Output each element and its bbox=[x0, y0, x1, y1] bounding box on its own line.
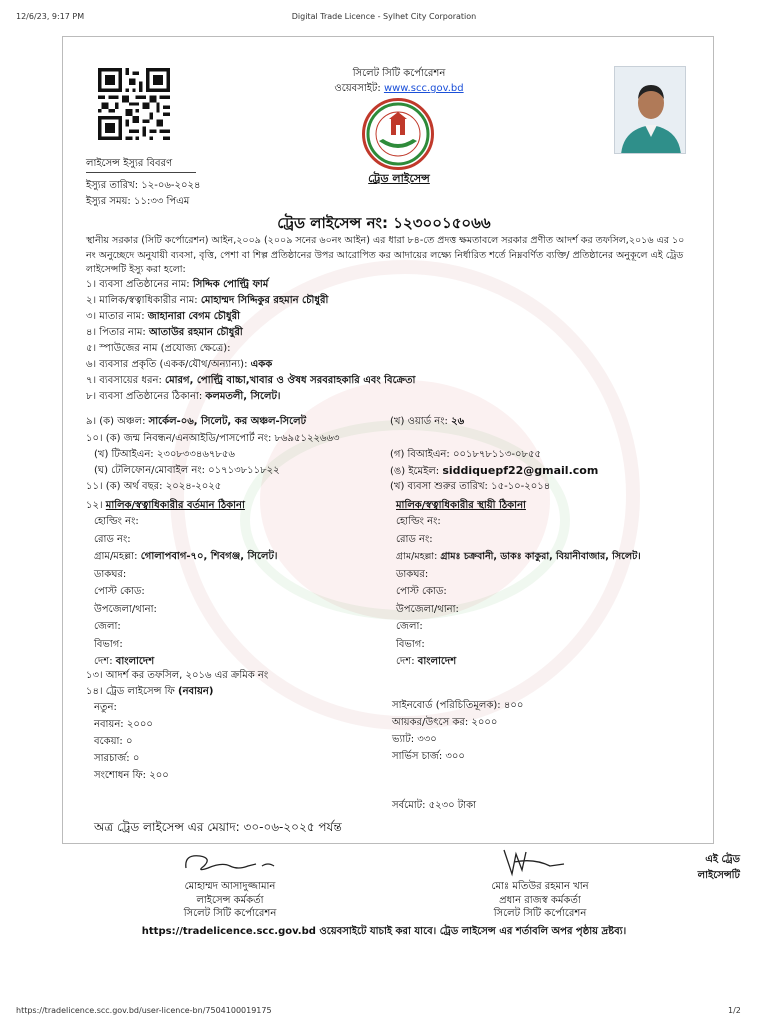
fee-row: সংশোধন ফি: ২০০ bbox=[94, 770, 169, 781]
verification-note: https://tradelicence.scc.gov.bd ওয়েবসাইটে যাচাই করা যাবে। ট্রেড লাইসেন্স এর শর্তাবলি অপর পৃষ্ঠায় দ্রষ্টব্য। bbox=[141, 926, 627, 937]
signature-revenue-officer bbox=[494, 844, 574, 880]
tin-number: (খ) টিআইএন: ২৩০৮৩৩৪৬৭৮৫৬ bbox=[94, 449, 235, 460]
address-row: হোল্ডিং নং: bbox=[94, 516, 139, 527]
address-row: বিভাগ: bbox=[396, 638, 425, 650]
address-row: রোড নং: bbox=[396, 533, 433, 545]
address-row: দেশ: বাংলাদেশ bbox=[94, 656, 155, 667]
issue-time: ইস্যুর সময়: ১১:৩৩ পিএম bbox=[86, 196, 190, 207]
website-link[interactable]: www.scc.gov.bd bbox=[383, 83, 464, 94]
email: (ঙ) ইমেইল: siddiquepf22@gmail.com bbox=[390, 464, 599, 477]
address-row: ডাকঘর: bbox=[94, 568, 127, 580]
license-validity: অত্র ট্রেড লাইসেন্স এর মেয়াদ: ৩০-০৬-২০২৫ পর্যন্ত bbox=[94, 820, 342, 834]
ward: (খ) ওয়ার্ড নং: ২৬ bbox=[390, 416, 465, 427]
issue-date: ইস্যুর তারিখ: ১২-০৬-২০২৪ bbox=[86, 180, 201, 191]
field-row: ২। মালিক/স্বত্বাধিকারীর নাম: মোহাম্মদ সিদ্দিকুর রহমান চৌধুরী bbox=[86, 295, 329, 306]
address-row: গ্রাম/মহল্লা: গোলাপবাগ-৭০, শিবগঞ্জ, সিলেট। bbox=[94, 551, 278, 562]
address-row: উপজেলা/থানা: bbox=[396, 603, 459, 615]
print-page-number: 1/2 bbox=[728, 1006, 741, 1015]
address-row: দেশ: বাংলাদেশ bbox=[396, 656, 457, 667]
corp-name: সিলেট সিটি কর্পোরেশন bbox=[352, 68, 446, 79]
bin-number: (গ) বিআইএন: ০০১৮৭৮১১৩-০৮৫৫ bbox=[390, 449, 541, 460]
fees-left bbox=[94, 702, 374, 787]
address-row: রোড নং: bbox=[94, 533, 131, 545]
permanent-address-title: মালিক/স্বত্বাধিকারীর স্থায়ী ঠিকানা bbox=[396, 500, 526, 511]
field-row: ১। ব্যবসা প্রতিষ্ঠানের নাম: সিদ্দিক পোল্ট্রি ফার্ম bbox=[86, 279, 269, 290]
signatory-licence-officer: মোহাম্মদ আসাদুজ্জামান লাইসেন্স কর্মকর্তা সিলেট সিটি কর্পোরেশন bbox=[183, 881, 277, 919]
fee-row: সারচার্জ: ০ bbox=[94, 753, 140, 764]
seal-emblem-icon bbox=[365, 101, 431, 167]
address-row: হোল্ডিং নং: bbox=[396, 516, 441, 527]
address-row: পোস্ট কোড: bbox=[396, 586, 447, 597]
doc-type-title: ট্রেড লাইসেন্স bbox=[368, 172, 430, 185]
address-row: ডাকঘর: bbox=[396, 568, 429, 580]
owner-photo bbox=[614, 66, 686, 154]
field-row: ৩। মাতার নাম: জাহানারা বেগম চৌধুরী bbox=[86, 311, 241, 322]
address-row: উপজেলা/থানা: bbox=[94, 603, 157, 615]
zone: ৯। (ক) অঞ্চল: সার্কেল-০৬, সিলেট, কর অঞ্চল-সিলেট bbox=[86, 416, 307, 427]
print-title: Digital Trade Licence - Sylhet City Corporation bbox=[291, 12, 477, 21]
fees-right bbox=[392, 700, 692, 768]
city-corporation-seal bbox=[362, 98, 434, 170]
field-row: ৬। ব্যবসার প্রকৃতি (একক/যৌথ/অন্যান্য): একক bbox=[86, 359, 273, 370]
address-row: বিভাগ: bbox=[94, 638, 123, 650]
grand-total: সর্বমোট: ৫২৩০ টাকা bbox=[392, 800, 477, 811]
fee-row: নতুন: bbox=[94, 702, 117, 713]
print-footer-url: https://tradelicence.scc.gov.bd/user-licence-bn/7504100019175 bbox=[16, 1006, 272, 1015]
signature-licence-officer bbox=[178, 846, 288, 878]
fee-row: সাইনবোর্ড (পরিচিতিমূলক): ৪০০ bbox=[392, 700, 524, 711]
address-row: পোস্ট কোড: bbox=[94, 586, 145, 597]
fee-row: সার্ভিস চার্জ: ৩০০ bbox=[392, 751, 465, 762]
issue-info-title: লাইসেন্স ইস্যুর বিবরণ bbox=[86, 158, 173, 169]
license-intro: স্থানীয় সরকার (সিটি কর্পোরেশন) আইন,২০০৯ (২০০৯ সনের ৬০নং আইন) এর ধারা ৮৪-তে প্রদত্ত ক্ষমতাবলে সরকার প্রণীত আদর্শ কর তফসিল,২০১৬ এর ১০ নং অনুচ্ছেদে অনুযায়ী ব্যবসা, বৃত্তি, পেশা বা শিল্প প্রতিষ্ঠানের উপর আরোপিত কর আদায়ের লক্ষ্যে নির্ধারিত শর্তে নিম্নবর্ণিত ব্যক্তি/ প্রতিষ্ঠানের অনুকূলে এই ট্রেড লাইসেন্সটি ইস্যু করা হলো: bbox=[86, 235, 685, 276]
fee-row: ভ্যাট: ৩৩০ bbox=[392, 734, 437, 745]
business-start-date: (খ) ব্যবসা শুরুর তারিখ: ১৫-১০-২০১৪ bbox=[390, 481, 551, 492]
website-label: ওয়েবসাইট: bbox=[334, 83, 381, 94]
license-fields bbox=[86, 279, 686, 407]
nid-number: ১০। (ক) জন্ম নিবন্ধন/এনআইডি/পাসপোর্ট নং: ৮৬৯৫১২২৬৬৩ bbox=[86, 433, 340, 444]
signatory-revenue-officer: মোঃ মতিউর রহমান খান প্রধান রাজস্ব কর্মকর্তা সিলেট সিটি কর্পোরেশন bbox=[491, 881, 589, 919]
license-number: ট্রেড লাইসেন্স নং: ১২৩০০১৫০৬৬ bbox=[277, 214, 491, 232]
fiscal-year: ১১। (ক) অর্থ বছর: ২০২৪-২০২৫ bbox=[86, 481, 222, 492]
permanent-address bbox=[396, 516, 706, 674]
present-address bbox=[94, 516, 384, 674]
phone-number: (ঘ) টেলিফোন/মোবাইল নং: ০১৭১৩৮১১৮২২ bbox=[94, 465, 280, 476]
print-datetime: 12/6/23, 9:17 PM bbox=[16, 12, 85, 21]
fee-row: নবায়ন: ২০০০ bbox=[94, 719, 153, 730]
tax-schedule-serial: ১৩। আদর্শ কর তফসিল, ২০১৬ এর ক্রমিক নং bbox=[86, 670, 269, 681]
fee-row: আয়কর/উৎসে কর: ২০০০ bbox=[392, 717, 498, 728]
address-row: জেলা: bbox=[396, 621, 423, 632]
fee-heading: ১৪। ট্রেড লাইসেন্স ফি (নবায়ন) bbox=[86, 686, 214, 697]
field-row: ৪। পিতার নাম: আতাউর রহমান চৌধুরী bbox=[86, 327, 243, 338]
side-note: এই ট্রেড লাইসেন্সটি bbox=[697, 854, 740, 881]
field-row: ৫। স্পাউজের নাম (প্রযোজ্য ক্ষেত্রে): bbox=[86, 343, 231, 354]
field-row: ৭। ব্যবসায়ের ধরন: মোরগ, পোল্ট্রি বাচ্চা,খাবার ও ঔষধ সরবরাহকারি এবং বিক্রেতা bbox=[86, 375, 416, 386]
address-row: গ্রাম/মহল্লা: গ্রামঃ চক্রবানী, ডাকঃ কাকুরা, বিয়ানীবাজার, সিলেট। bbox=[396, 551, 641, 562]
address-section: ১২। মালিক/স্বত্বাধিকারীর বর্তমান ঠিকানা bbox=[86, 500, 245, 511]
address-row: জেলা: bbox=[94, 621, 121, 632]
person-portrait-icon bbox=[615, 67, 686, 154]
issue-info-divider bbox=[86, 172, 196, 173]
fee-row: বকেয়া: ০ bbox=[94, 736, 133, 747]
field-row: ৮। ব্যবসা প্রতিষ্ঠানের ঠিকানা: কলমতলী, সিলেট। bbox=[86, 391, 281, 402]
